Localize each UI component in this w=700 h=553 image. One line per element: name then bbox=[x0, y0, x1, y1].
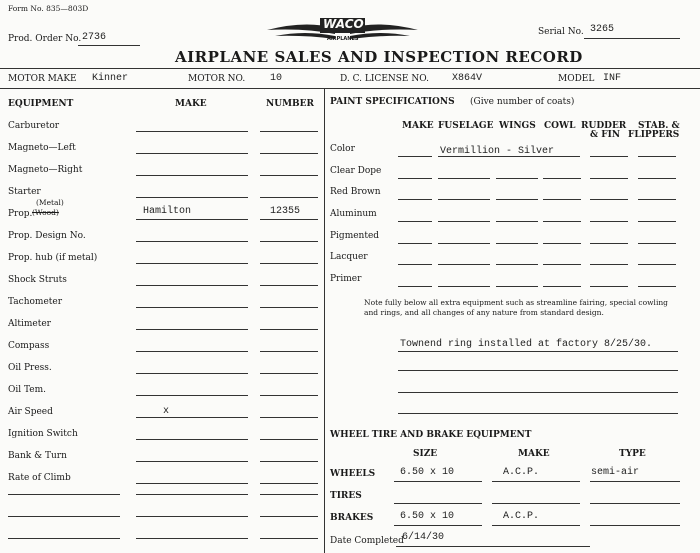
paint-row-label: Pigmented bbox=[330, 231, 380, 241]
equipment-label: Prop. bbox=[8, 209, 33, 219]
equipment-number-line bbox=[260, 263, 318, 264]
paint-line bbox=[543, 243, 581, 244]
wheels-col-size: SIZE bbox=[413, 449, 438, 459]
prop-wood-label: (Wood) bbox=[32, 208, 59, 217]
paint-line bbox=[438, 286, 490, 287]
equipment-label: Magneto—Right bbox=[8, 165, 83, 175]
equipment-number-line bbox=[260, 461, 318, 462]
paint-line bbox=[496, 178, 538, 179]
equipment-heading: EQUIPMENT bbox=[8, 99, 74, 109]
paint-row-label: Lacquer bbox=[330, 252, 368, 262]
wheels-col-make: MAKE bbox=[518, 449, 550, 459]
equipment-make-line bbox=[136, 219, 248, 220]
equipment-make-line bbox=[136, 439, 248, 440]
wheel-type-value: semi-air bbox=[591, 467, 640, 478]
extra-line-1: Townend ring installed at factory 8/25/30. bbox=[400, 339, 653, 350]
wheel-line bbox=[492, 525, 580, 526]
paint-row-label: Color bbox=[330, 144, 355, 154]
paint-line bbox=[438, 221, 490, 222]
paint-line bbox=[590, 156, 628, 157]
wheels-col-type: TYPE bbox=[619, 449, 646, 459]
serial-label: Serial No. bbox=[538, 27, 584, 37]
motor-no-label: MOTOR NO. bbox=[188, 74, 246, 84]
form-number: Form No. 835—803D bbox=[8, 4, 89, 13]
blank-line bbox=[8, 516, 120, 517]
equipment-number-line bbox=[260, 373, 318, 374]
paint-line bbox=[438, 178, 490, 179]
paint-line bbox=[398, 199, 432, 200]
paint-line bbox=[398, 264, 432, 265]
equipment-make-line bbox=[136, 329, 248, 330]
paint-line bbox=[438, 264, 490, 265]
paint-line bbox=[543, 264, 581, 265]
paint-line bbox=[543, 286, 581, 287]
paint-line bbox=[638, 178, 676, 179]
paint-line bbox=[496, 199, 538, 200]
equipment-make-heading: MAKE bbox=[175, 99, 207, 109]
equipment-label: Rate of Climb bbox=[8, 473, 71, 483]
wheel-line bbox=[590, 481, 680, 482]
wheel-line bbox=[492, 481, 580, 482]
blank-line bbox=[136, 494, 248, 495]
wheel-row-label: BRAKES bbox=[330, 513, 374, 523]
paint-col-stab: STAB. & bbox=[638, 121, 680, 131]
equipment-make-value: x bbox=[163, 406, 170, 417]
wheel-make-value: A.C.P. bbox=[503, 511, 540, 522]
paint-col-wings: WINGS bbox=[499, 121, 536, 131]
equipment-number-line bbox=[260, 351, 318, 352]
paint-line bbox=[638, 221, 676, 222]
paint-line bbox=[496, 264, 538, 265]
blank-line bbox=[8, 538, 120, 539]
waco-logo: WACO AIRPLANES bbox=[265, 14, 420, 48]
wheel-size-value: 6.50 x 10 bbox=[400, 467, 455, 478]
paint-col-flippers: FLIPPERS bbox=[628, 130, 680, 140]
paint-row-label: Clear Dope bbox=[330, 166, 382, 176]
equipment-number-line bbox=[260, 153, 318, 154]
paint-line bbox=[398, 221, 432, 222]
paint-line bbox=[438, 199, 490, 200]
equipment-number-heading: NUMBER bbox=[266, 99, 314, 109]
equipment-make-line bbox=[136, 263, 248, 264]
equipment-number-line bbox=[260, 395, 318, 396]
model-value: INF bbox=[603, 73, 622, 84]
wheels-heading: WHEEL TIRE AND BRAKE EQUIPMENT bbox=[330, 430, 532, 440]
blank-line bbox=[136, 516, 248, 517]
blank-line bbox=[136, 538, 248, 539]
blank-line bbox=[8, 494, 120, 495]
equipment-make-line bbox=[136, 483, 248, 484]
paint-note: (Give number of coats) bbox=[470, 97, 575, 107]
equipment-make-line bbox=[136, 131, 248, 132]
wheel-line bbox=[590, 503, 680, 504]
equipment-number-line bbox=[260, 219, 318, 220]
prod-order-label: Prod. Order No. bbox=[8, 34, 82, 44]
equipment-label: Compass bbox=[8, 341, 50, 351]
page-title: AIRPLANE SALES AND INSPECTION RECORD bbox=[175, 48, 583, 66]
wheel-line bbox=[394, 525, 482, 526]
paint-line bbox=[398, 156, 432, 157]
equipment-number-line bbox=[260, 439, 318, 440]
wheel-line bbox=[590, 525, 680, 526]
equipment-number-line bbox=[260, 241, 318, 242]
paint-col-rudder: RUDDER bbox=[581, 121, 627, 131]
paint-line bbox=[496, 243, 538, 244]
wheel-line bbox=[492, 503, 580, 504]
wheel-make-value: A.C.P. bbox=[503, 467, 540, 478]
equipment-make-line bbox=[136, 307, 248, 308]
equipment-number-line bbox=[260, 329, 318, 330]
equipment-label: Air Speed bbox=[8, 407, 53, 417]
equipment-label: Shock Struts bbox=[8, 275, 67, 285]
date-completed-value: 6/14/30 bbox=[402, 532, 445, 543]
equipment-number-line bbox=[260, 131, 318, 132]
wheel-row-label: TIRES bbox=[330, 491, 362, 501]
equipment-make-line bbox=[136, 417, 248, 418]
blank-line bbox=[260, 538, 318, 539]
equipment-make-line bbox=[136, 461, 248, 462]
equipment-number-line bbox=[260, 175, 318, 176]
prop-metal-label: (Metal) bbox=[36, 198, 64, 207]
equipment-make-line bbox=[136, 175, 248, 176]
serial-value: 3265 bbox=[590, 24, 615, 35]
blank-line bbox=[260, 516, 318, 517]
equipment-number-line bbox=[260, 483, 318, 484]
paint-col-make: MAKE bbox=[402, 121, 434, 131]
paint-line bbox=[590, 221, 628, 222]
equipment-label: Oil Tem. bbox=[8, 385, 47, 395]
paint-line bbox=[496, 286, 538, 287]
equipment-label: Prop. Design No. bbox=[8, 231, 86, 241]
paint-line bbox=[543, 221, 581, 222]
equipment-label: Prop. hub (if metal) bbox=[8, 253, 98, 263]
paint-line bbox=[398, 243, 432, 244]
equipment-number-line bbox=[260, 285, 318, 286]
license-value: X864V bbox=[452, 73, 483, 84]
motor-make-label: MOTOR MAKE bbox=[8, 74, 77, 84]
motor-make-value: Kinner bbox=[92, 73, 129, 84]
date-completed-label: Date Completed bbox=[330, 536, 404, 546]
paint-line bbox=[590, 286, 628, 287]
paint-line bbox=[496, 221, 538, 222]
equipment-make-value: Hamilton bbox=[143, 206, 192, 217]
paint-heading: PAINT SPECIFICATIONS bbox=[330, 97, 455, 107]
equipment-label: Bank & Turn bbox=[8, 451, 67, 461]
paint-color-value: Vermillion - Silver bbox=[440, 146, 555, 157]
prod-order-value: 2736 bbox=[82, 32, 107, 43]
equipment-number-line bbox=[260, 307, 318, 308]
paint-row-label: Primer bbox=[330, 274, 362, 284]
equipment-make-line bbox=[136, 351, 248, 352]
paint-row-label: Aluminum bbox=[330, 209, 377, 219]
paint-line bbox=[398, 178, 432, 179]
paint-line bbox=[543, 178, 581, 179]
paint-line bbox=[638, 243, 676, 244]
paint-line bbox=[590, 264, 628, 265]
equipment-number-line bbox=[260, 417, 318, 418]
paint-line bbox=[638, 286, 676, 287]
equipment-label: Tachometer bbox=[8, 297, 63, 307]
model-label: MODEL bbox=[558, 74, 595, 84]
equipment-make-line bbox=[136, 241, 248, 242]
equipment-make-line bbox=[136, 373, 248, 374]
equipment-number-line bbox=[260, 197, 318, 198]
wheel-line bbox=[394, 481, 482, 482]
extra-equipment-note: Note fully below all extra equipment such as streamline fairing, special cowling and rings, and all changes of any nature from standard design. bbox=[364, 298, 668, 317]
paint-col-cowl: COWL bbox=[544, 121, 576, 131]
paint-line bbox=[398, 286, 432, 287]
wheel-row-label: WHEELS bbox=[330, 469, 376, 479]
equipment-label: Oil Press. bbox=[8, 363, 52, 373]
motor-no-value: 10 bbox=[270, 73, 283, 84]
paint-col-fuselage: FUSELAGE bbox=[438, 121, 494, 131]
equipment-make-line bbox=[136, 285, 248, 286]
paint-line bbox=[438, 243, 490, 244]
blank-line bbox=[260, 494, 318, 495]
license-label: D. C. LICENSE NO. bbox=[340, 74, 429, 84]
paint-line bbox=[638, 199, 676, 200]
paint-line bbox=[590, 178, 628, 179]
equipment-label: Magneto—Left bbox=[8, 143, 76, 153]
paint-line bbox=[590, 199, 628, 200]
wheel-line bbox=[394, 503, 482, 504]
paint-line bbox=[638, 264, 676, 265]
equipment-label: Altimeter bbox=[8, 319, 51, 329]
equipment-make-line bbox=[136, 153, 248, 154]
paint-line bbox=[638, 156, 676, 157]
paint-row-label: Red Brown bbox=[330, 187, 381, 197]
equipment-make-line bbox=[136, 395, 248, 396]
equipment-label: Ignition Switch bbox=[8, 429, 78, 439]
paint-line bbox=[543, 199, 581, 200]
equipment-label: Starter bbox=[8, 187, 41, 197]
paint-col-fin: & FIN bbox=[590, 130, 621, 140]
equipment-label: Carburetor bbox=[8, 121, 60, 131]
equipment-make-line bbox=[136, 197, 248, 198]
paint-line bbox=[590, 243, 628, 244]
equipment-number-value: 12355 bbox=[270, 206, 301, 217]
wheel-size-value: 6.50 x 10 bbox=[400, 511, 455, 522]
